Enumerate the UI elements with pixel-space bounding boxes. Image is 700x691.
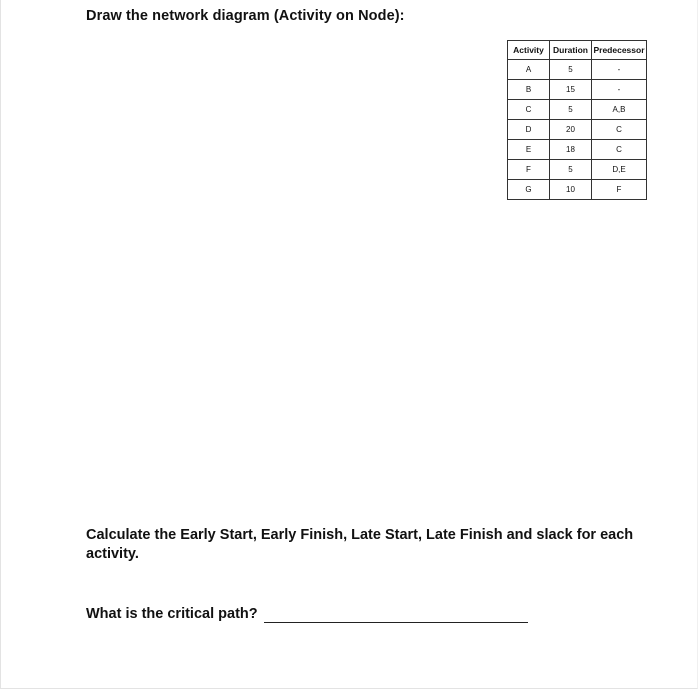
network-diagram-prompt: Draw the network diagram (Activity on Node):	[86, 8, 405, 24]
duration-cell: 15	[550, 80, 592, 100]
predecessor-cell: -	[592, 80, 647, 100]
table-row	[508, 180, 647, 200]
header-duration: Duration	[550, 41, 592, 60]
activity-cell: C	[508, 100, 550, 120]
predecessor-cell: C	[592, 120, 647, 140]
header-predecessor: Predecessor	[592, 41, 647, 60]
predecessor-cell: C	[592, 140, 647, 160]
activity-cell: G	[508, 180, 550, 200]
predecessor-cell: A,B	[592, 100, 647, 120]
table-row	[508, 60, 647, 80]
activity-cell: E	[508, 140, 550, 160]
predecessor-cell: F	[592, 180, 647, 200]
predecessor-cell: -	[592, 60, 647, 80]
predecessor-cell: D,E	[592, 160, 647, 180]
duration-cell: 5	[550, 60, 592, 80]
header-activity: Activity	[508, 41, 550, 60]
table-row	[508, 120, 647, 140]
table-row	[508, 160, 647, 180]
duration-cell: 20	[550, 120, 592, 140]
duration-cell: 5	[550, 160, 592, 180]
duration-cell: 5	[550, 100, 592, 120]
activity-table	[507, 40, 647, 200]
critical-path-answer-line[interactable]	[264, 622, 528, 623]
table-row	[508, 80, 647, 100]
critical-path-question: What is the critical path?	[86, 606, 258, 622]
table-header-row	[508, 41, 647, 60]
activity-cell: D	[508, 120, 550, 140]
table-row	[508, 100, 647, 120]
duration-cell: 18	[550, 140, 592, 160]
calculation-prompt: Calculate the Early Start, Early Finish, Late Start, Late Finish and slack for each activity.	[86, 527, 634, 562]
duration-cell: 10	[550, 180, 592, 200]
activity-cell: B	[508, 80, 550, 100]
activity-cell: A	[508, 60, 550, 80]
activity-cell: F	[508, 160, 550, 180]
table-row	[508, 140, 647, 160]
